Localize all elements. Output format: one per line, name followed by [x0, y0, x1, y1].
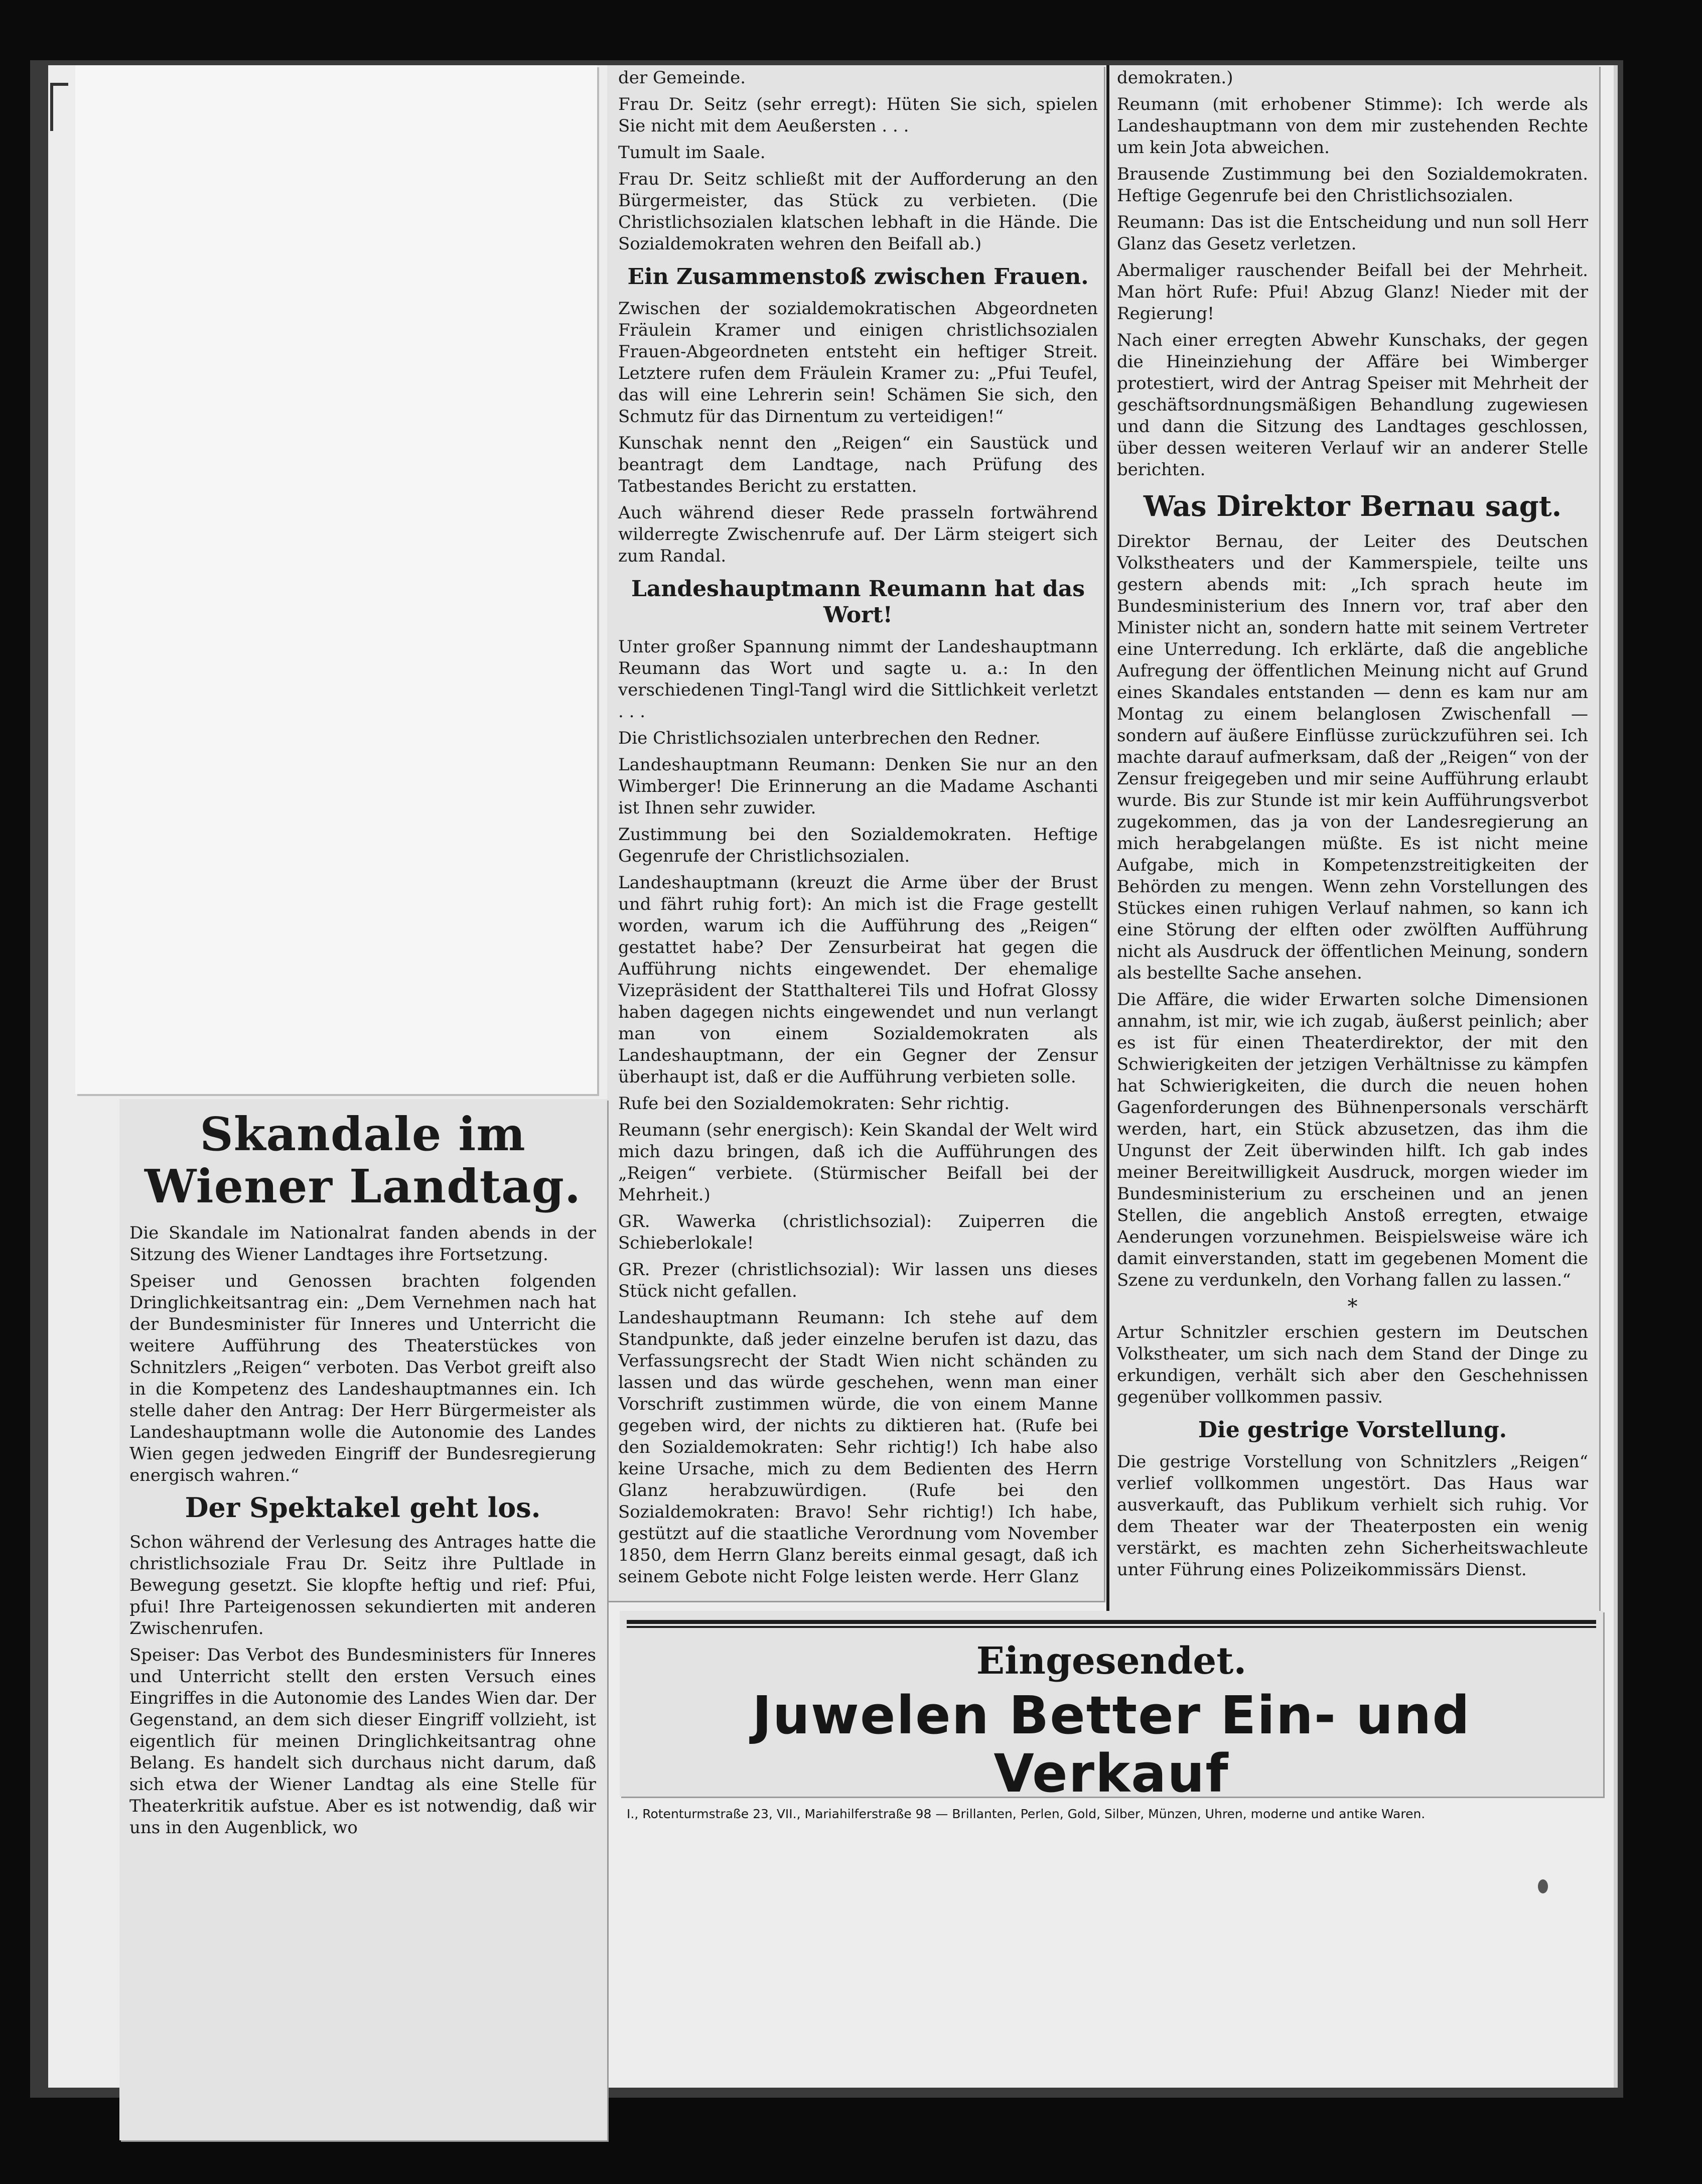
article-paragraph: Zwischen der sozialdemokratischen Abgeordneten Fräulein Kramer und einigen christlichsozialen Frauen-Abgeordneten entsteht ein heftiger Streit. Letztere rufen dem Fräulein Kramer zu: „Pfui Teufel, das will eine Lehrerin sein! Schämen Sie sich, den Schmutz für das Dirnentum zu verteidigen!“	[618, 299, 1098, 427]
article-paragraph: Abermaliger rauschender Beifall bei der Mehrheit. Man hört Rufe: Pfui! Abzug Glanz! Nieder mit der Regierung!	[1117, 260, 1588, 324]
article-paragraph: Speiser und Genossen brachten folgenden Dringlichkeitsantrag ein: „Dem Vernehmen nach hat der Bundesminister für Inneres und Unterricht die weitere Aufführung des Theaterstückes von Schnitzlers „Reigen“ verboten. Das Verbot greift also in die Kompetenz des Landeshauptmannes ein. Ich stelle daher den Antrag: Der Herr Bürgermeister als Landeshauptmann wolle die Autonomie des Landes Wien gegen jedweden Eingriff der Bundesregierung energisch wahren.“	[129, 1271, 596, 1485]
article-paragraph: Landeshauptmann Reumann: Ich stehe auf dem Standpunkte, daß jeder einzelne berufen ist dazu, das Verfassungsrecht der Stadt Wien nicht schänden zu lassen und das würde geschehen, wenn man einer Vorschrift zustimmen würde, die von einem Manne gegeben wird, der nichts zu diktieren hat. (Rufe bei den Sozialdemokraten: Sehr richtig!) Ich habe also keine Ursache, mich zu dem Bedienten des Herrn Glanz herabzuwürdigen. (Rufe bei den Sozialdemokraten: Bravo! Sehr richtig!) Ich habe, gestützt auf die staatliche Verordnung vom November 1850, dem Herrn Glanz bereits einmal gesagt, daß ich seinem Gebote nicht Folge leisten werde. Herr Glanz	[618, 1308, 1098, 1587]
section-heading: Die gestrige Vorstellung.	[1198, 1417, 1507, 1443]
article-title: Skandale im Wiener Landtag.	[144, 1107, 582, 1213]
article-subtitle: Der Spektakel geht los.	[185, 1491, 541, 1524]
middle-column-clipping	[607, 65, 1104, 1601]
article-paragraph: Direktor Bernau, der Leiter des Deutschen Volkstheaters und der Kammerspiele, teilte uns gestern abends mit: „Ich sprach heute im Bundesministerium des Innern vor, traf aber den Minister nicht an, sondern hatte mit seinem Vertreter eine Unterredung. Ich erklärte, daß die angebliche Aufregung der öffentlichen Meinung nicht auf Grund eines Skandales entstanden — denn es kam nur am Montag zu einem belanglosen Zwischenfall — sondern auf äußere Einflüsse zurückzuführen sei. Ich machte darauf aufmerksam, daß der „Reigen“ von der Zensur freigegeben und mir seine Aufführung erlaubt wurde. Bis zur Stunde ist mir kein Aufführungsverbot zugekommen, das ja von der Landesregierung an mich herabgelangen müßte. Es ist nicht meine Aufgabe, mich in Kompetenzstreitigkeiten der Behörden zu mengen. Wenn zehn Vorstellungen des Stückes einen ruhigen Verlauf nahmen, so kann ich eine Störung der elften oder zwölften Aufführung nicht als Ausdruck der öffentlichen Meinung, sondern als bestellte Sache ansehen.	[1117, 531, 1588, 983]
article-paragraph: Speiser: Das Verbot des Bundesministers für Inneres und Unterricht stellt den ersten Versuch eines Eingriffes in die Autonomie des Landes Wien dar. Der Gegenstand, an dem sich dieser Eingriff vollzieht, ist eigentlich für meinen Dringlichkeitsantrag ohne Belang. Es handelt sich durchaus nicht darum, daß sich etwa der Wiener Landtag als eine Stelle für Theaterkritik aufstue. Aber es ist notwendig, daß wir uns in den Augenblick, wo	[129, 1645, 596, 1838]
article-paragraph: Die gestrige Vorstellung von Schnitzlers „Reigen“ verlief vollkommen ungestört. Das Haus war ausverkauft, das Publikum verhielt sich ruhig. Vor dem Theater war der Theaterposten ein wenig verstärkt, es machten zehn Sicherheitswachleute unter Führung eines Polizeikommissärs Dienst.	[1117, 1452, 1588, 1580]
article-paragraph: Landeshauptmann (kreuzt die Arme über der Brust und fährt ruhig fort): An mich ist die Frage gestellt worden, warum ich die Aufführung des „Reigen“ gestattet habe? Der Zensurbeirat hat gegen die Aufführung nichts eingewendet. Der ehemalige Vizepräsident der Statthalterei Tils und Hofrat Glossy haben dagegen nichts eingewendet und nun verlangt man von einem Sozialdemokraten als Landeshauptmann, der ein Gegner der Zensur überhaupt ist, daß er die Aufführung verbieten solle.	[618, 873, 1098, 1087]
article-paragraph: Brausende Zustimmung bei den Sozialdemokraten. Heftige Gegenrufe bei den Christlichsozialen.	[1117, 164, 1588, 206]
section-separator: *	[1347, 1295, 1358, 1318]
article-paragraph: Reumann: Das ist die Entscheidung und nun soll Herr Glanz das Gesetz verletzen.	[1117, 212, 1588, 254]
ad-heading: Eingesendet.	[976, 1640, 1247, 1683]
article-paragraph: Nach einer erregten Abwehr Kunschaks, der gegen die Hineinziehung der Affäre bei Wimberger protestiert, wird der Antrag Speiser mit Mehrheit der geschäftsordnungsmäßigen Behandlung zugewiesen und dann die Sitzung des Landtages geschlossen, über dessen weiteren Verlauf wir an anderer Stelle berichten.	[1117, 330, 1588, 480]
blank-paper-area	[75, 65, 597, 1094]
ad-rule	[627, 1626, 1596, 1628]
article-paragraph: Landeshauptmann Reumann: Denken Sie nur an den Wimberger! Die Erinnerung an die Madame Aschanti ist Ihnen sehr zuwider.	[618, 755, 1098, 818]
left-article-clipping	[119, 1099, 607, 2140]
ink-blot	[1538, 1879, 1548, 1893]
article-paragraph: Die Christlichsozialen unterbrechen den Redner.	[618, 728, 1041, 748]
article-paragraph: Frau Dr. Seitz schließt mit der Aufforderung an den Bürgermeister, das Stück zu verbieten. (Die Christlichsozialen klatschen lebhaft in die Hände. Die Sozialdemokraten wehren den Beifall ab.)	[618, 169, 1098, 254]
article-paragraph: demokraten.)	[1117, 68, 1233, 88]
section-heading: Ein Zusammenstoß zwischen Frauen.	[627, 264, 1089, 290]
ad-address-line: I., Rotenturmstraße 23, VII., Mariahilferstraße 98 — Brillanten, Perlen, Gold, Silber, Münzen, Uhren, moderne und antike Waren.	[627, 1807, 1426, 1821]
article-paragraph: Unter großer Spannung nimmt der Landeshauptmann Reumann das Wort und sagte u. a.: In den verschiedenen Tingl-Tangl wird die Sittlichkeit verletzt . . .	[618, 637, 1098, 722]
article-paragraph: Die Affäre, die wider Erwarten solche Dimensionen annahm, ist mir, wie ich zugab, äußerst peinlich; aber es ist für einen Theaterdirektor, der mit den Schwierigkeiten der jetzigen Verhältnisse zu kämpfen hat Schwierigkeiten, die durch die neuen hohen Gagenforderungen des Bühnenpersonals verschärft werden, hart, ein Stück abzusetzen, das ihm die Ungunst der Zeit überwinden hilft. Ich gab indes meiner Bereitwilligkeit Ausdruck, morgen wieder im Bundesministerium zu erscheinen und an jenen Stellen, die angeblich Anstoß erregten, etwaige Aenderungen vorzunehmen. Beispielsweise wäre ich damit einverstanden, statt im gegebenen Moment die Szene zu verdunkeln, den Vorhang fallen zu lassen.“	[1117, 990, 1588, 1290]
article-paragraph: GR. Prezer (christlichsozial): Wir lassen uns dieses Stück nicht gefallen.	[618, 1260, 1098, 1301]
ad-rule	[627, 1620, 1596, 1624]
article-paragraph: Die Skandale im Nationalrat fanden abends in der Sitzung des Wiener Landtages ihre Fortsetzung.	[129, 1223, 596, 1265]
article-paragraph: Frau Dr. Seitz (sehr erregt): Hüten Sie sich, spielen Sie nicht mit dem Aeußersten . . .	[618, 94, 1098, 136]
ad-main-line: Juwelen Better Ein- und Verkauf	[752, 1685, 1471, 1804]
article-paragraph: Schon während der Verlesung des Antrages hatte die christlichsoziale Frau Dr. Seitz ihre Pultlade in Bewegung gesetzt. Sie klopfte heftig und rief: Pfui, pfui! Ihre Parteigenossen sekundierten mit anderen Zwischenrufen.	[129, 1532, 596, 1639]
article-paragraph: der Gemeinde.	[618, 68, 746, 88]
right-column-clipping	[1110, 65, 1599, 1631]
section-heading: Landeshauptmann Reumann hat das Wort!	[631, 576, 1085, 628]
advertisement-clipping	[620, 1611, 1603, 1821]
article-paragraph: GR. Wawerka (christlichsozial): Zuiperren die Schieberlokale!	[618, 1211, 1098, 1253]
article-paragraph: Rufe bei den Sozialdemokraten: Sehr richtig.	[618, 1094, 1010, 1114]
article-paragraph: Zustimmung bei den Sozialdemokraten. Heftige Gegenrufe der Christlichsozialen.	[618, 825, 1098, 866]
article-paragraph: Auch während dieser Rede prasseln fortwährend wilderregte Zwischenrufe auf. Der Lärm steigert sich zum Randal.	[618, 503, 1098, 566]
article-paragraph: Tumult im Saale.	[618, 143, 766, 163]
article-paragraph: Kunschak nennt den „Reigen“ ein Saustück und beantragt dem Landtage, nach Prüfung des Tatbestandes Bericht zu erstatten.	[618, 433, 1098, 496]
section-heading: Was Direktor Bernau sagt.	[1143, 490, 1562, 523]
column-divider	[1106, 65, 1109, 1611]
article-paragraph: Reumann (mit erhobener Stimme): Ich werde als Landeshauptmann von dem mir zustehenden Rechte um kein Jota abweichen.	[1117, 94, 1588, 158]
corner-mark	[50, 83, 68, 131]
article-paragraph: Artur Schnitzler erschien gestern im Deutschen Volkstheater, um sich nach dem Stand der Dinge zu erkundigen, verhält sich aber den Geschehnissen gegenüber vollkommen passiv.	[1117, 1322, 1588, 1407]
article-paragraph: Reumann (sehr energisch): Kein Skandal der Welt wird mich dazu bringen, daß ich die Aufführungen des „Reigen“ verbiete. (Stürmischer Beifall bei der Mehrheit.)	[618, 1120, 1098, 1205]
